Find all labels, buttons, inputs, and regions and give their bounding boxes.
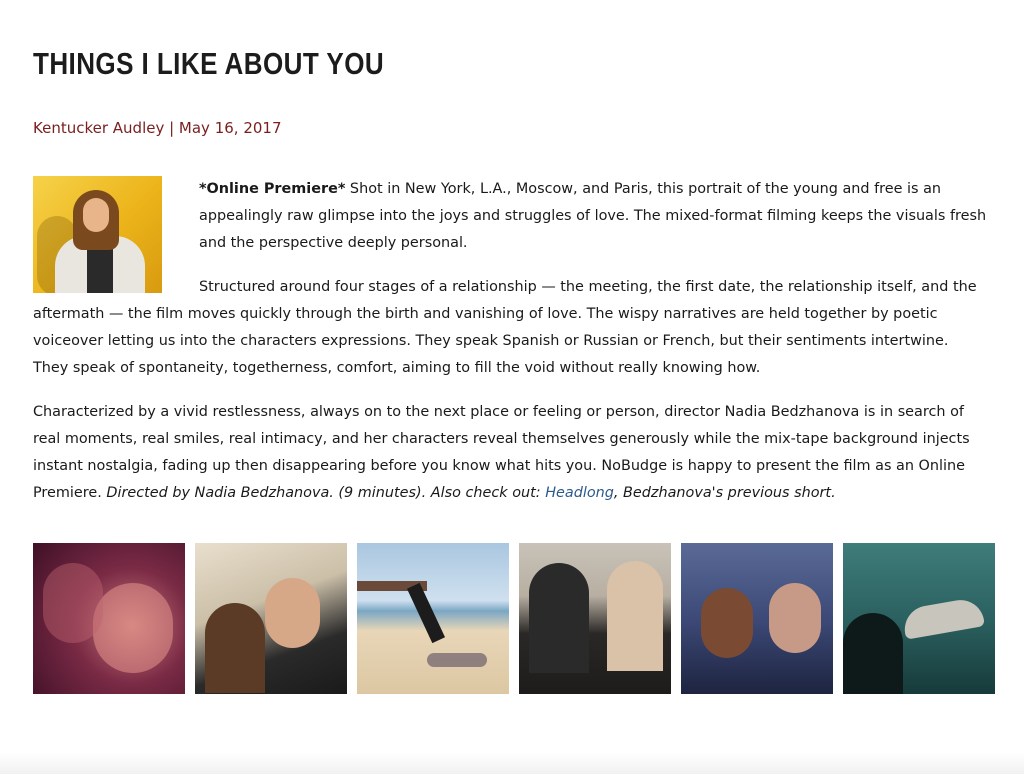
paragraph-1-text: Shot in New York, L.A., Moscow, and Paris, this portrait of the young and free is an appealingly raw glimpse into the joys and struggles of love. The mixed-format filming keeps the visuals fresh and the perspective deeply personal. — [199, 181, 987, 251]
paragraph-3-text: Characterized by a vivid restlessness, always on to the next place or feeling or person, director Nadia Bedzhanova is in search of real moments, real smiles, real intimacy, and her characters reveal themselves generously while the mix-tape background injects instant nostalgia, fading up then disappearing before you know what hits you. NoBudge is happy to present the film as an Online Premiere. — [33, 404, 970, 501]
still-2-figure — [265, 578, 320, 648]
film-credits-tail: , Bedzhanova's previous short. — [613, 485, 836, 501]
paragraph-1 — [33, 176, 988, 257]
still-5-face-left — [701, 588, 753, 658]
film-credits — [106, 485, 835, 501]
still-6-silhouette — [843, 613, 903, 694]
paragraph-3 — [33, 399, 988, 507]
poster-thumbnail[interactable] — [33, 176, 162, 293]
page-bottom-edge — [0, 752, 1024, 774]
gallery-still-3[interactable] — [357, 543, 509, 694]
gallery-still-5[interactable] — [681, 543, 833, 694]
thumbnail-figure-face — [83, 198, 109, 232]
gallery-still-1[interactable] — [33, 543, 185, 694]
still-5-face-right — [769, 583, 821, 653]
still-1-face — [93, 583, 173, 673]
online-premiere-label: *Online Premiere* — [199, 181, 346, 197]
still-6-stingray — [901, 596, 985, 639]
gallery-still-2[interactable] — [195, 543, 347, 694]
gallery-still-4[interactable] — [519, 543, 671, 694]
still-3-person — [407, 583, 445, 643]
headlong-link[interactable]: Headlong — [545, 485, 614, 501]
still-2-hair — [205, 603, 265, 693]
post-title: THINGS I LIKE ABOUT YOU — [33, 46, 385, 81]
gallery-still-6[interactable] — [843, 543, 995, 694]
film-credits-text: Directed by Nadia Bedzhanova. (9 minutes). Also check out: — [106, 485, 541, 501]
still-3-shadow — [427, 653, 487, 667]
article-body — [33, 176, 988, 524]
still-4-person-right — [607, 561, 663, 671]
still-1-face-2 — [43, 563, 103, 643]
still-gallery — [33, 543, 995, 694]
post-byline[interactable]: Kentucker Audley | May 16, 2017 — [33, 119, 282, 137]
paragraph-2: Structured around four stages of a relationship — the meeting, the first date, the relationship itself, and the aftermath — the film moves quickly through the birth and vanishing of love. The wispy narratives are held together by poetic voiceover letting us into the characters expressions. They speak Spanish or Russian or French, but their sentiments intertwine. They speak of spontaneity, togetherness, comfort, aiming to fill the void without really knowing how. — [33, 279, 977, 376]
still-4-person-left — [529, 563, 589, 673]
